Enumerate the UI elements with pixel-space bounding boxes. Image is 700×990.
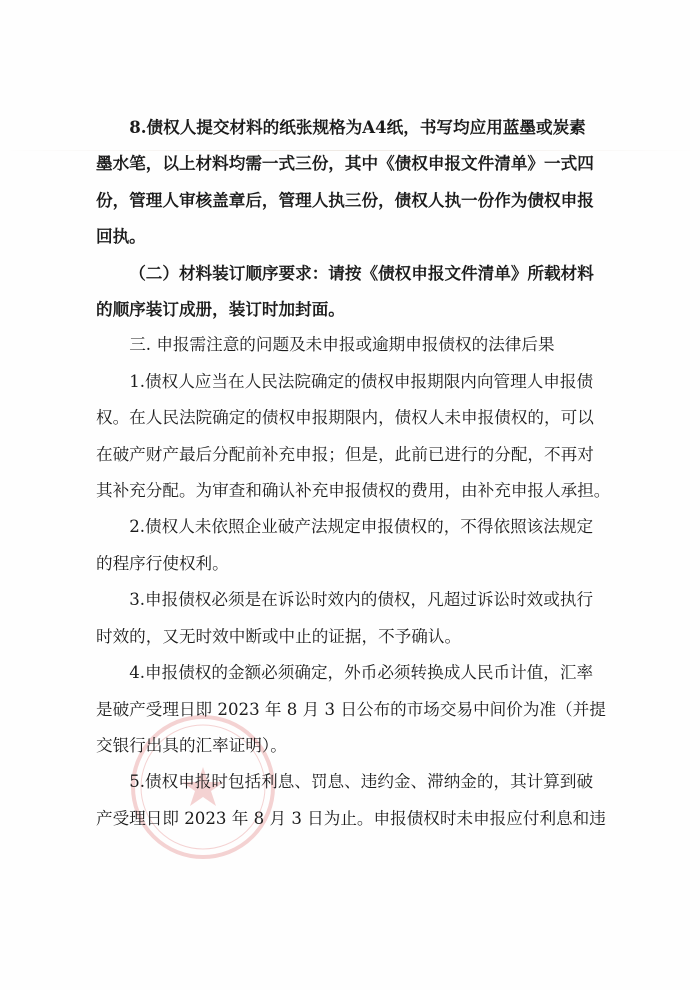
text-line: 5.债权申报时包括利息、罚息、违约金、滞纳金的，其计算到破 xyxy=(129,772,594,792)
paragraph xyxy=(96,764,606,837)
text-line: 8.债权人提交材料的纸张规格为A4纸，书写均应用蓝墨或炭素 xyxy=(129,117,586,137)
paragraph xyxy=(96,327,596,363)
paragraph xyxy=(96,582,596,655)
text-line: 交银行出具的汇率证明）。 xyxy=(96,735,287,755)
paragraph xyxy=(96,364,611,510)
paragraph xyxy=(96,655,606,764)
text-line: 产受理日即 2023 年 8 月 3 日为止。申报债权时未申报应付利息和违 xyxy=(96,808,606,828)
text-line: 份，管理人审核盖章后，管理人执三份，债权人执一份作为债权申报 xyxy=(96,189,594,210)
text-line: 4.申报债权的金额必须确定，外币必须转换成人民币计值，汇率 xyxy=(129,663,594,683)
text-line: 权。在人民法院确定的债权申报期限内，债权人未申报债权的，可以 xyxy=(96,408,594,428)
text-line: 1.债权人应当在人民法院确定的债权申报期限内向管理人申报债 xyxy=(129,371,594,391)
text-line: 三. 申报需注意的问题及未申报或逾期申报债权的法律后果 xyxy=(129,335,555,355)
text-line: 的顺序装订成册，装订时加封面。 xyxy=(96,299,345,320)
text-line: 回执。 xyxy=(96,226,146,247)
paragraph xyxy=(96,109,596,255)
text-line: 时效的，又无时效中断或中止的证据，不予确认。 xyxy=(96,626,462,646)
text-line: 2.债权人未依照企业破产法规定申报债权的，不得依照该法规定 xyxy=(129,517,594,537)
text-line: 在破产财产最后分配前补充申报；但是，此前已进行的分配，不再对 xyxy=(96,444,594,464)
text-line: 墨水笔，以上材料均需一式三份，其中《债权申报文件清单》一式四 xyxy=(96,153,594,174)
paragraph xyxy=(96,255,596,328)
text-line: 3.申报债权必须是在诉讼时效内的债权，凡超过诉讼时效或执行 xyxy=(129,590,594,610)
document-body xyxy=(96,109,611,837)
paragraph xyxy=(96,509,596,582)
text-line: （二）材料装订顺序要求：请按《债权申报文件清单》所载材料 xyxy=(129,262,594,283)
text-line: 其补充分配。为审查和确认补充申报债权的费用，由补充申报人承担。 xyxy=(96,481,611,501)
text-line: 的程序行使权利。 xyxy=(96,553,229,573)
text-line: 是破产受理日即 2023 年 8 月 3 日公布的市场交易中间价为准（并提 xyxy=(96,699,606,719)
